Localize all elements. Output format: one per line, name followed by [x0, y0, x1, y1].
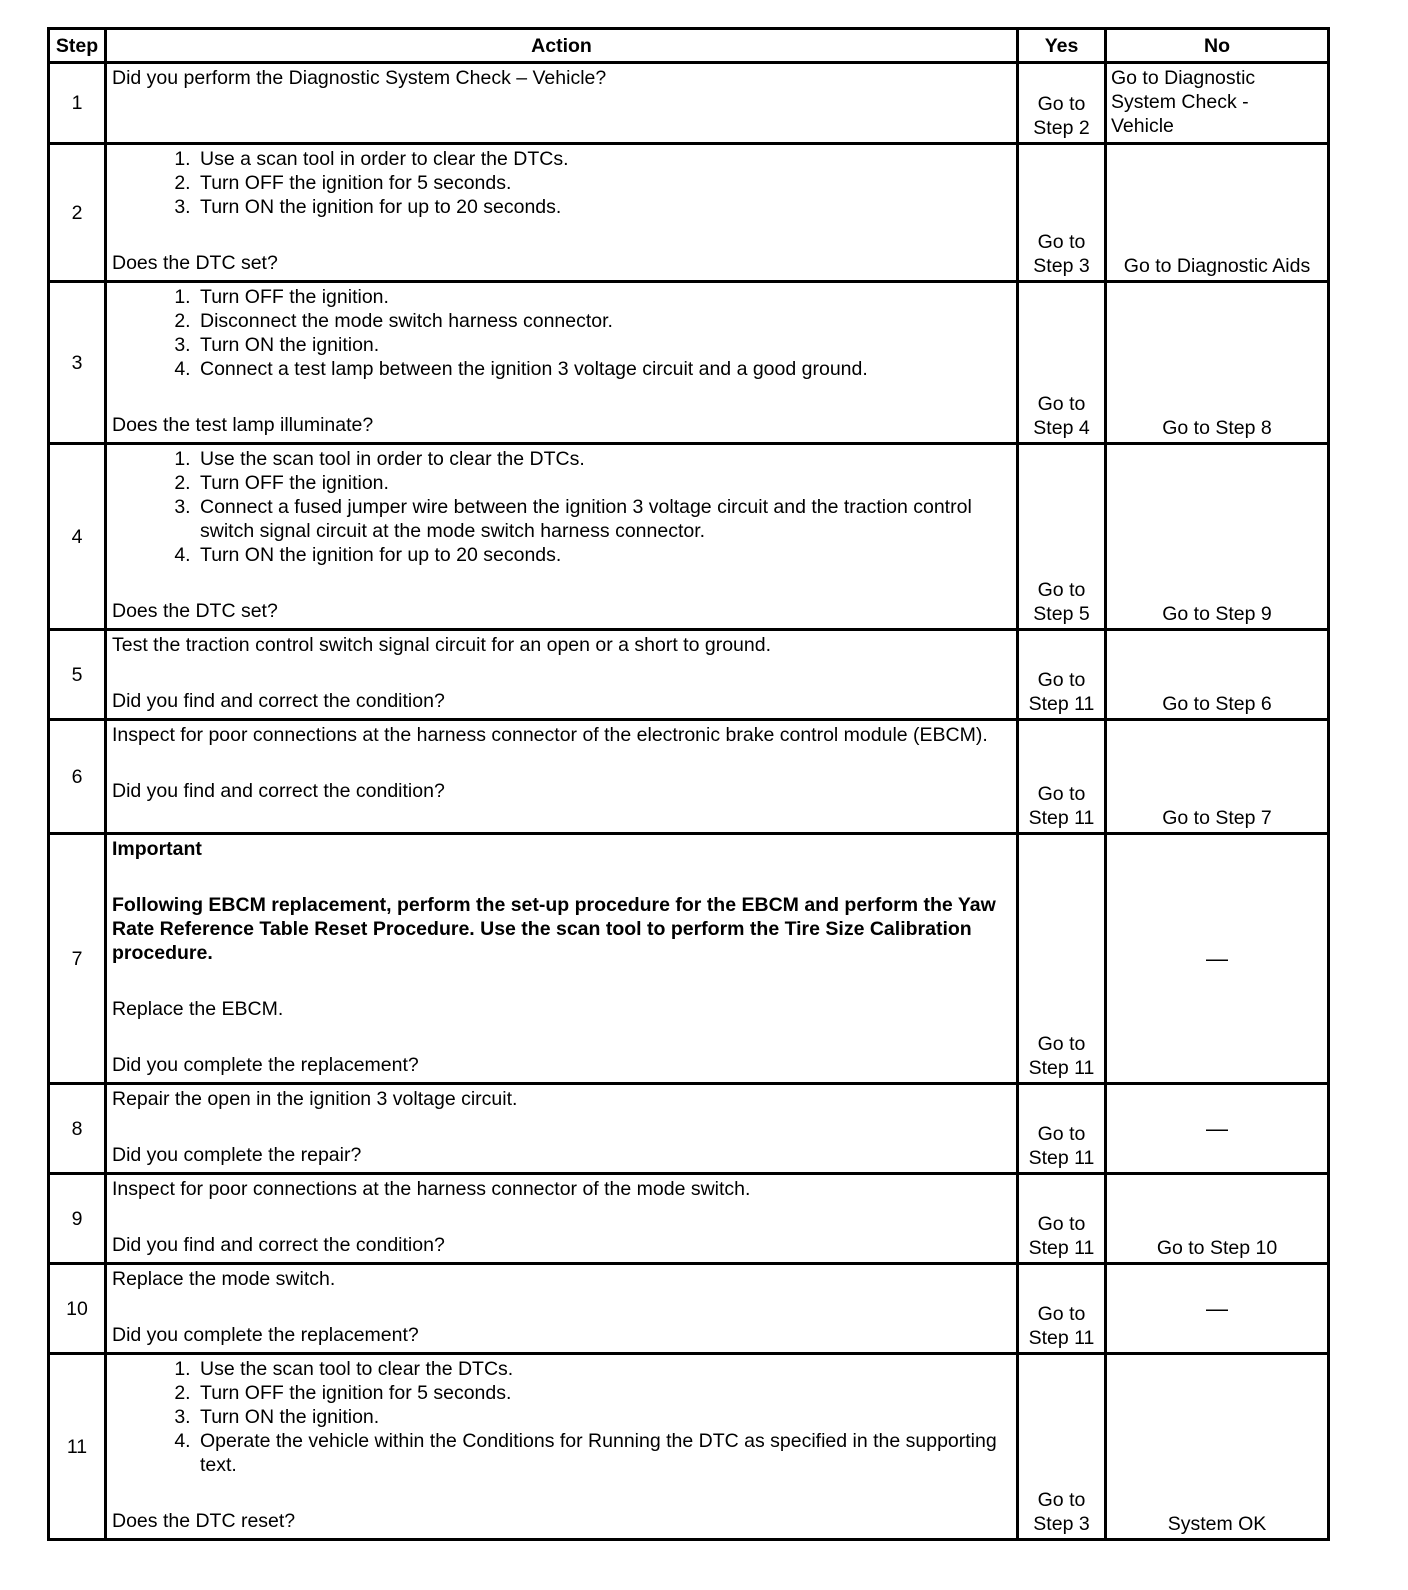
yes-cell: [1018, 144, 1106, 282]
yes-cell: [1018, 444, 1106, 630]
yes-line-2: Step 5: [1033, 603, 1090, 625]
yes-line-2: Step 3: [1033, 1513, 1090, 1535]
action-cell: [106, 63, 1018, 144]
no-cell: [1106, 1264, 1329, 1354]
procedure-item: 2. Disconnect the mode switch harness connector.: [196, 309, 1010, 333]
step-number: 1: [49, 63, 106, 144]
step-number: 11: [49, 1354, 106, 1540]
table-row: [49, 1264, 1329, 1354]
no-text: Go to Step 8: [1162, 417, 1272, 439]
no-text: System OK: [1167, 1513, 1267, 1535]
no-text: Go to Step 10: [1156, 1237, 1278, 1259]
yes-cell: [1018, 1174, 1106, 1264]
procedure-item: 1. Use the scan tool to clear the DTCs.: [196, 1357, 1010, 1381]
table-row: [49, 63, 1329, 144]
action-text: Test the traction control switch signal circuit for an open or a short to ground.: [112, 634, 772, 656]
no-cell: [1106, 144, 1329, 282]
yes-cell: [1018, 63, 1106, 144]
important-heading: Important: [112, 838, 202, 860]
no-cell: [1106, 1084, 1329, 1174]
procedure-list: [112, 1357, 1010, 1477]
yes-line-1: Go to: [1037, 1123, 1086, 1145]
procedure-item: 1. Use a scan tool in order to clear the DTCs.: [196, 147, 1010, 171]
no-line-1: Go to Diagnostic: [1111, 67, 1256, 89]
action-cell: [106, 1174, 1018, 1264]
yes-line-2: Step 11: [1028, 1057, 1095, 1079]
procedure-item: 2. Turn OFF the ignition for 5 seconds.: [196, 171, 1010, 195]
procedure-list: [112, 285, 1010, 381]
action-cell: [106, 144, 1018, 282]
procedure-item: 3. Turn ON the ignition.: [196, 1405, 1010, 1429]
table-row: [49, 1084, 1329, 1174]
step-number: 9: [49, 1174, 106, 1264]
action-cell: [106, 444, 1018, 630]
no-cell: [1106, 282, 1329, 444]
step-number: 5: [49, 630, 106, 720]
yes-line-2: Step 11: [1028, 693, 1095, 715]
action-cell: [106, 1354, 1018, 1540]
action-text: Inspect for poor connections at the harness connector of the electronic brake control module (EBCM).: [112, 724, 988, 746]
yes-cell: [1018, 1084, 1106, 1174]
question-text: Does the DTC set?: [112, 252, 278, 274]
procedure-item: 2. Turn OFF the ignition.: [196, 471, 1010, 495]
table-row: [49, 834, 1329, 1084]
table-row: [49, 444, 1329, 630]
procedure-item: 3. Connect a fused jumper wire between the ignition 3 voltage circuit and the traction control switch signal circuit at the mode switch harness connector.: [196, 495, 1010, 543]
yes-cell: [1018, 1354, 1106, 1540]
step-number: 4: [49, 444, 106, 630]
yes-line-1: Go to: [1037, 1303, 1086, 1325]
step-number: 2: [49, 144, 106, 282]
procedure-item: 3. Turn ON the ignition.: [196, 333, 1010, 357]
yes-line-1: Go to: [1037, 231, 1086, 253]
step-number: 3: [49, 282, 106, 444]
action-text: Replace the EBCM.: [112, 998, 284, 1020]
action-cell: [106, 834, 1018, 1084]
yes-line-1: Go to: [1037, 393, 1086, 415]
no-text: Go to Step 6: [1162, 693, 1272, 715]
step-number: 10: [49, 1264, 106, 1354]
question-text: Did you complete the replacement?: [112, 1054, 419, 1076]
no-text: Go to Diagnostic Aids: [1123, 255, 1311, 277]
table-row: [49, 282, 1329, 444]
question-text: Did you find and correct the condition?: [112, 1234, 445, 1256]
question-text: Does the test lamp illuminate?: [112, 414, 374, 436]
yes-line-2: Step 11: [1028, 1147, 1095, 1169]
question-text: Does the DTC set?: [112, 600, 278, 622]
procedure-list: [112, 147, 1010, 219]
no-cell: [1106, 720, 1329, 834]
no-cell: [1106, 1354, 1329, 1540]
action-text: Did you perform the Diagnostic System Check – Vehicle?: [112, 67, 607, 89]
yes-line-1: Go to: [1037, 1489, 1086, 1511]
yes-line-1: Go to: [1037, 669, 1086, 691]
no-line-3: Vehicle: [1111, 115, 1174, 137]
action-text: Replace the mode switch.: [112, 1268, 336, 1290]
no-cell: [1106, 834, 1329, 1084]
no-cell: [1106, 630, 1329, 720]
action-cell: [106, 282, 1018, 444]
step-number: 7: [49, 834, 106, 1084]
procedure-item: 3. Turn ON the ignition for up to 20 seconds.: [196, 195, 1010, 219]
table-row: [49, 144, 1329, 282]
yes-cell: [1018, 630, 1106, 720]
action-cell: [106, 1084, 1018, 1174]
procedure-item: 2. Turn OFF the ignition for 5 seconds.: [196, 1381, 1010, 1405]
header-step: Step: [49, 29, 106, 63]
yes-line-2: Step 11: [1028, 1327, 1095, 1349]
yes-line-1: Go to: [1037, 1033, 1086, 1055]
step-number: 8: [49, 1084, 106, 1174]
question-text: Does the DTC reset?: [112, 1510, 296, 1532]
question-text: Did you find and correct the condition?: [112, 780, 445, 802]
action-text: Repair the open in the ignition 3 voltage circuit.: [112, 1088, 518, 1110]
table-row: [49, 1174, 1329, 1264]
yes-line-2: Step 3: [1033, 255, 1090, 277]
yes-line-1: Go to: [1037, 783, 1086, 805]
yes-cell: [1018, 1264, 1106, 1354]
no-cell: [1106, 444, 1329, 630]
yes-line-1: Go to: [1037, 1213, 1086, 1235]
yes-line-1: Go to: [1037, 579, 1086, 601]
no-cell: [1106, 1174, 1329, 1264]
table-row: [49, 630, 1329, 720]
diagnostic-table: [47, 27, 1330, 1541]
yes-cell: [1018, 282, 1106, 444]
no-dash: —: [1206, 1295, 1228, 1321]
yes-cell: [1018, 720, 1106, 834]
no-line-2: System Check -: [1111, 91, 1249, 113]
action-text: Inspect for poor connections at the harness connector of the mode switch.: [112, 1178, 751, 1200]
action-cell: [106, 720, 1018, 834]
step-number: 6: [49, 720, 106, 834]
table-row: [49, 720, 1329, 834]
question-text: Did you complete the replacement?: [112, 1324, 419, 1346]
no-dash: —: [1206, 945, 1228, 971]
procedure-item: 4. Turn ON the ignition for up to 20 seconds.: [196, 543, 1010, 567]
yes-line-2: Step 11: [1028, 1237, 1095, 1259]
no-text: Go to Step 7: [1162, 807, 1272, 829]
question-text: Did you find and correct the condition?: [112, 690, 445, 712]
procedure-item: 4. Connect a test lamp between the ignition 3 voltage circuit and a good ground.: [196, 357, 1010, 381]
yes-line-2: Step 4: [1033, 417, 1090, 439]
no-dash: —: [1206, 1115, 1228, 1141]
table-row: [49, 1354, 1329, 1540]
action-cell: [106, 630, 1018, 720]
procedure-item: 1. Turn OFF the ignition.: [196, 285, 1010, 309]
header-no: No: [1106, 29, 1329, 63]
yes-cell: [1018, 834, 1106, 1084]
header-action: Action: [106, 29, 1018, 63]
yes-line-2: Step 11: [1028, 807, 1095, 829]
yes-line-1: Go to: [1037, 93, 1086, 115]
important-note: Following EBCM replacement, perform the set-up procedure for the EBCM and perform the Yaw Rate Reference Table Reset Procedure. Use the scan tool to perform the Tire Size Calibration procedure.: [112, 894, 996, 964]
question-text: Did you complete the repair?: [112, 1144, 362, 1166]
procedure-list: [112, 447, 1010, 567]
yes-line-2: Step 2: [1033, 117, 1090, 139]
no-text: Go to Step 9: [1162, 603, 1272, 625]
procedure-item: 4. Operate the vehicle within the Conditions for Running the DTC as specified in the supporting text.: [196, 1429, 1010, 1477]
procedure-item: 1. Use the scan tool in order to clear the DTCs.: [196, 447, 1010, 471]
no-cell: [1106, 63, 1329, 144]
action-cell: [106, 1264, 1018, 1354]
header-yes: Yes: [1018, 29, 1106, 63]
header-row: [49, 29, 1329, 63]
